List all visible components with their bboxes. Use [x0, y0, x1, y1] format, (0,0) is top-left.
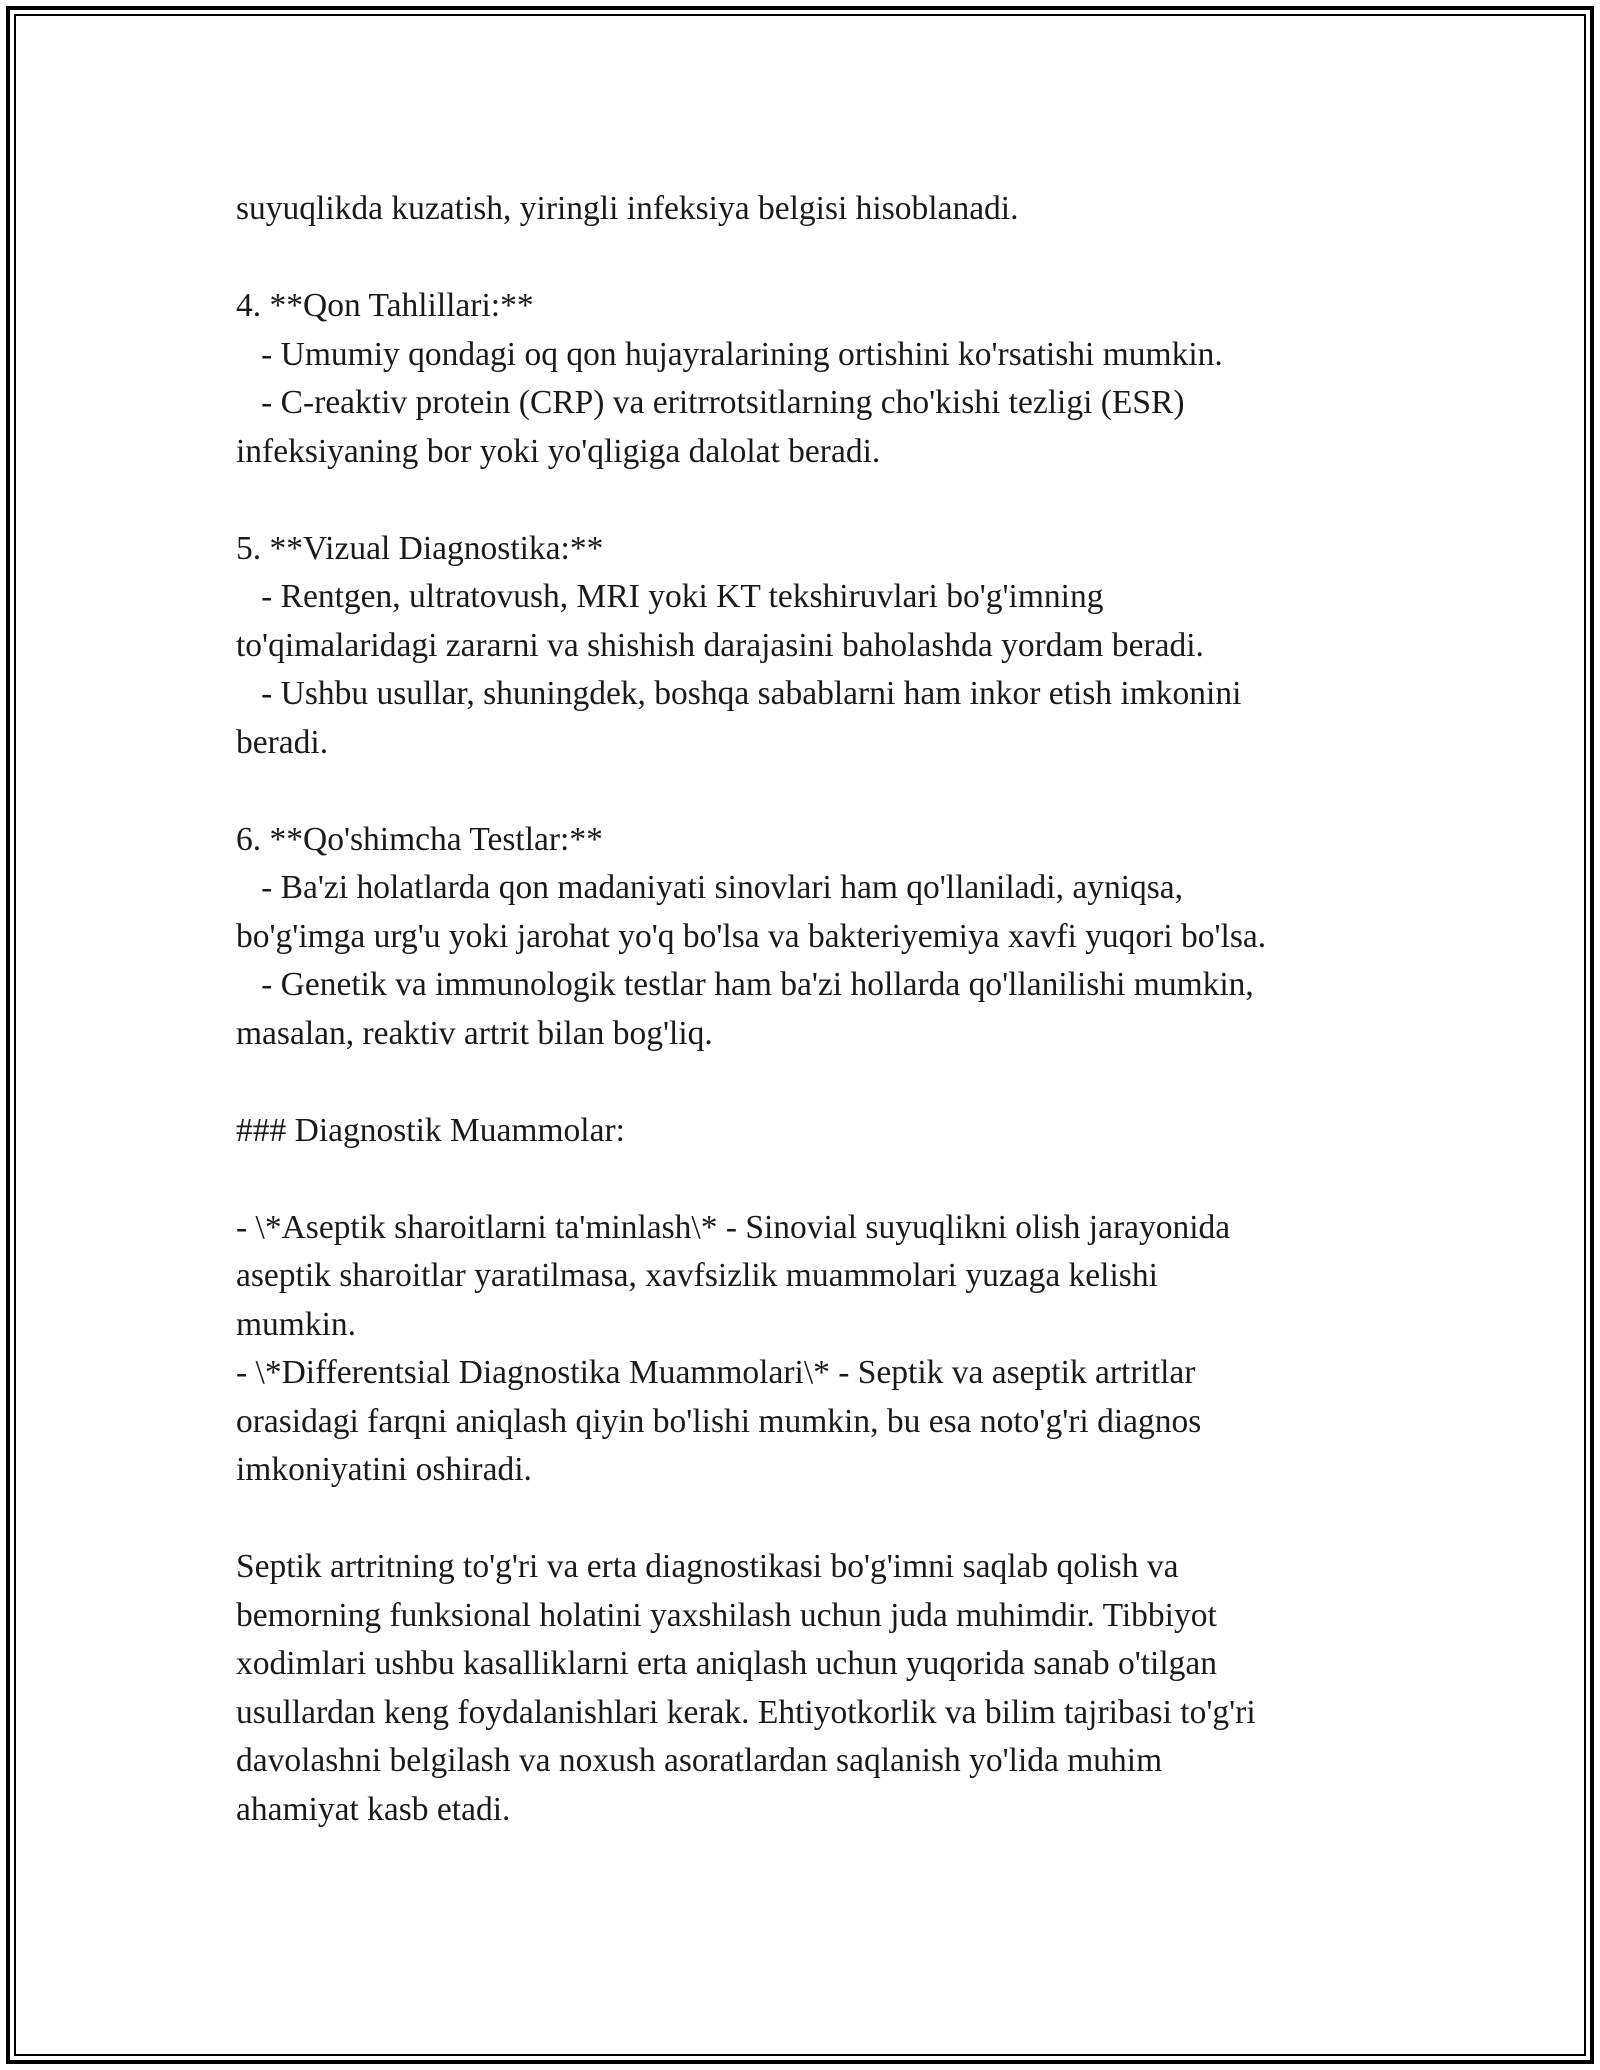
list-item: - Rentgen, ultratovush, MRI yoki KT tekshiruvlari bo'g'imning [236, 578, 1104, 615]
text-line: orasidagi farqni aniqlash qiyin bo'lishi mumkin, bu esa noto'g'ri diagnos [236, 1402, 1202, 1440]
section-heading: 5. **Vizual Diagnostika:** [236, 529, 604, 567]
section-heading: 6. **Qo'shimcha Testlar:** [236, 820, 603, 858]
list-item: - Umumiy qondagi oq qon hujayralarining ortishini ko'rsatishi mumkin. [236, 335, 1223, 373]
text-line: mumkin. [236, 1305, 357, 1343]
list-item: - Genetik va immunologik testlar ham ba'zi hollarda qo'llanilishi mumkin, [236, 966, 1254, 1003]
paragraph-line: Septik artritning to'g'ri va erta diagnostikasi bo'g'imni saqlab qolish va [236, 1548, 1179, 1585]
blank-line [236, 1155, 1406, 1204]
subheading: ### Diagnostik Muammolar: [236, 1111, 625, 1149]
paragraph-line: davolashni belgilash va noxush asoratlardan saqlanish yo'lida muhim [236, 1742, 1163, 1779]
blank-line [236, 476, 1406, 525]
paragraph-line: ahamiyat kasb etadi. [236, 1790, 511, 1828]
list-item: - Ba'zi holatlarda qon madaniyati sinovlari ham qo'llaniladi, ayniqsa, [236, 869, 1184, 906]
paragraph-line: xodimlari ushbu kasalliklarni erta aniqlash uchun yuqorida sanab o'tilgan [236, 1645, 1218, 1682]
list-item: - Ushbu usullar, shuningdek, boshqa sabablarni ham inkor etish imkonini [236, 675, 1242, 712]
blank-line [236, 1058, 1406, 1107]
blank-line [236, 234, 1406, 283]
paragraph-line: bemorning funksional holatini yaxshilash uchun juda muhimdir. Tibbiyot [236, 1596, 1217, 1634]
text-line: infeksiyaning bor yoki yo'qligiga dalolat beradi. [236, 432, 881, 470]
text-line: bo'g'imga urg'u yoki jarohat yo'q bo'lsa va bakteriyemiya xavfi yuqori bo'lsa. [236, 917, 1267, 955]
text-line: beradi. [236, 723, 329, 761]
text-line: suyuqlikda kuzatish, yiringli infeksiya belgisi hisoblanadi. [236, 190, 1019, 227]
text-line: to'qimalaridagi zararni va shishish darajasini baholashda yordam beradi. [236, 626, 1204, 664]
list-item: - C-reaktiv protein (CRP) va eritrrotsitlarning cho'kishi tezligi (ESR) [236, 384, 1185, 421]
document-body [236, 185, 1406, 1834]
blank-line [236, 767, 1406, 816]
list-item: - \*Differentsial Diagnostika Muammolari\* - Septik va aseptik artritlar [236, 1354, 1196, 1391]
paragraph-line: usullardan keng foydalanishlari kerak. Ehtiyotkorlik va bilim tajribasi to'g'ri [236, 1693, 1256, 1731]
text-line: imkoniyatini oshiradi. [236, 1451, 532, 1488]
blank-line [236, 1495, 1406, 1544]
text-line: masalan, reaktiv artrit bilan bog'liq. [236, 1014, 713, 1052]
section-heading: 4. **Qon Tahlillari:** [236, 287, 534, 324]
list-item: - \*Aseptik sharoitlarni ta'minlash\* - Sinovial suyuqlikni olish jarayonida [236, 1208, 1231, 1246]
text-line: aseptik sharoitlar yaratilmasa, xavfsizlik muammolari yuzaga kelishi [236, 1257, 1158, 1294]
